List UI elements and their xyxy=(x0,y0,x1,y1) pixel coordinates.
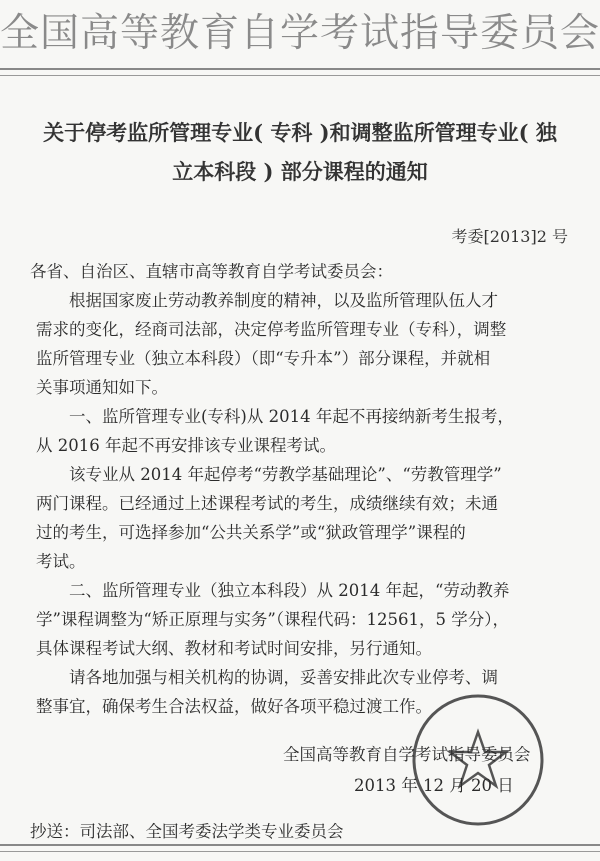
body-line: 整事宜，确保考生合法权益，做好各项平稳过渡工作。 xyxy=(36,697,432,716)
body-line: 具体课程考试大纲、教材和考试时间安排，另行通知。 xyxy=(36,639,432,658)
body-line: 一、监所管理专业(专科)从 2014 年起不再接纳新考生报考， xyxy=(36,407,514,426)
body-line: 关事项通知如下。 xyxy=(36,378,168,397)
body-line: 两门课程。已经通过上述课程考试的考生，成绩继续有效；未通 xyxy=(36,494,498,513)
body-line: 监所管理专业（独立本科段）（即“专升本”）部分课程，并就相 xyxy=(36,349,491,368)
document-title-line-1: 关于停考监所管理专业( 专科 )和调整监所管理专业( 独 xyxy=(43,120,557,145)
body-line: 根据国家废止劳动教养制度的精神，以及监所管理队伍人才 xyxy=(36,291,498,310)
document-title-line-2: 立本科段 ) 部分课程的通知 xyxy=(172,159,428,184)
header-divider xyxy=(0,68,600,76)
signature-organization: 全国高等教育自学考试指导委员会 xyxy=(283,745,531,764)
body-line: 学”课程调整为“矫正原理与实务”（课程代码：12561，5 学分）， xyxy=(36,610,510,629)
body-line: 该专业从 2014 年起停考“劳教学基础理论”、“劳教管理学” xyxy=(36,465,502,484)
body-line: 需求的变化，经商司法部，决定停考监所管理专业（专科），调整 xyxy=(36,320,507,339)
letterhead: 全国高等教育自学考试指导委员会 xyxy=(0,11,600,56)
footer-divider xyxy=(0,844,600,852)
body-line: 从 2016 年起不再安排该专业课程考试。 xyxy=(36,436,336,455)
body-line: 各省、自治区、直辖市高等教育自学考试委员会： xyxy=(30,262,393,281)
body-line: 二、监所管理专业（独立本科段）从 2014 年起，“劳动教养 xyxy=(36,581,510,600)
body-line: 考试。 xyxy=(36,552,86,571)
body-line: 请各地加强与相关机构的协调，妥善安排此次专业停考、调 xyxy=(36,668,498,687)
body-line: 过的考生，可选择参加“公共关系学”或“狱政管理学”课程的 xyxy=(36,523,466,542)
document-number: 考委[2013]2 号 xyxy=(451,227,568,246)
cc-line: 抄送：司法部、全国考委法学类专业委员会 xyxy=(30,822,344,841)
signature-date: 2013 年 12 月 20 日 xyxy=(354,776,514,795)
